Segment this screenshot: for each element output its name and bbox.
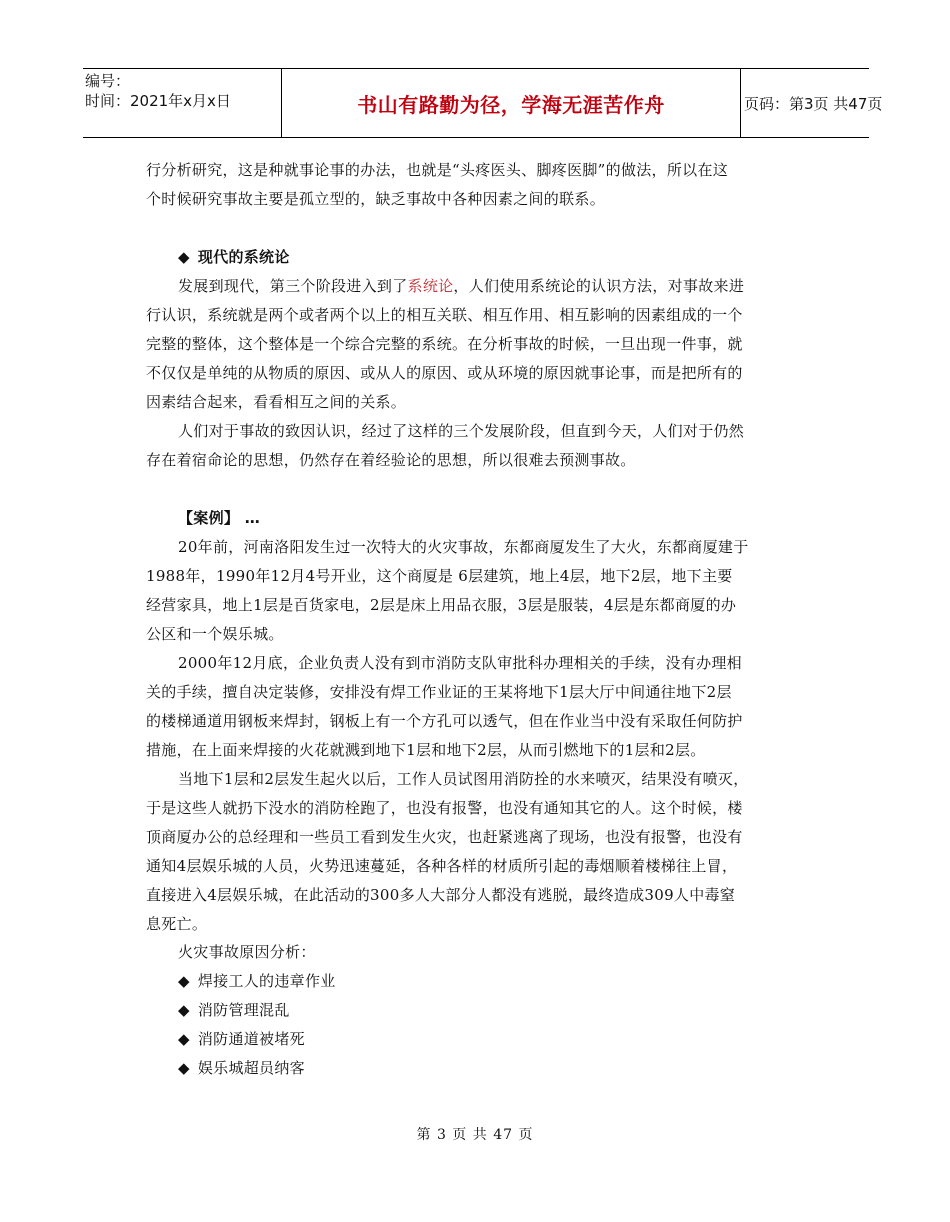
case-heading: 【案例】 …	[178, 509, 261, 527]
page-footer: 第 3 页 共 47 页	[416, 1127, 534, 1143]
text-line: 人们对于事故的致因认识，经过了这样的三个发展阶段，但直到今天，人们对于仍然	[178, 422, 745, 440]
motto: 书山有路勤为径，学海无涯苦作舟	[357, 92, 665, 117]
header-page-cell	[740, 69, 883, 137]
list-item	[178, 971, 336, 991]
text-line: 20年前，河南洛阳发生过一次特大的火灾事故，东都商厦发生了大火，东都商厦建于	[178, 538, 749, 556]
text-line: 措施，在上面来焊接的火花就溅到地下1层和地下2层，从而引燃地下的1层和2层。	[146, 741, 706, 759]
text-line: 关的手续，擅自决定装修，安排没有焊工作业证的王某将地下1层大厅中间通往地下2层	[146, 683, 732, 701]
highlight-term: 系统论	[407, 277, 454, 295]
text-line: 1988年，1990年12月4号开业，这个商厦是 6层建筑，地上4层，地下2层，地下主要	[146, 567, 733, 585]
text-line: 个时候研究事故主要是孤立型的，缺乏事故中各种因素之间的联系。	[146, 190, 606, 208]
header-motto-cell	[281, 69, 741, 137]
list-item	[178, 1029, 305, 1049]
document-header	[83, 68, 883, 138]
analysis-title: 火灾事故原因分析：	[178, 943, 316, 961]
text-line: 不仅仅是单纯的从物质的原因、或从人的原因、或从环境的原因就事论事，而是把所有的	[146, 364, 743, 382]
cause-label: 消防管理混乱	[197, 1001, 290, 1019]
text-line: 完整的整体，这个整体是一个综合完整的系统。在分析事故的时候，一旦出现一件事，就	[146, 335, 743, 353]
text-line: 经营家具，地上1层是百货家电，2层是床上用品衣服，3层是服装，4层是东都商厦的办	[146, 596, 737, 614]
text-line: 公区和一个娱乐城。	[146, 625, 284, 643]
text-line	[178, 276, 744, 296]
cause-label: 消防通道被堵死	[197, 1030, 305, 1048]
diamond-bullet-icon: ◆	[178, 1001, 190, 1019]
cause-label: 娱乐城超员纳客	[197, 1059, 305, 1077]
text-line: 2000年12月底，企业负责人没有到市消防支队审批科办理相关的手续，没有办理相	[178, 654, 742, 672]
list-item	[178, 1000, 290, 1020]
text-line: 行认识，系统就是两个或者两个以上的相互关联、相互作用、相互影响的因素组成的一个	[146, 306, 743, 324]
header-meta	[83, 69, 280, 137]
list-item	[178, 1058, 305, 1078]
section-heading	[178, 247, 290, 267]
date-label: 时间：2021年x月x日	[85, 92, 231, 110]
diamond-bullet-icon: ◆	[178, 1030, 190, 1048]
cause-label: 焊接工人的违章作业	[197, 972, 336, 990]
diamond-bullet-icon: ◆	[178, 972, 190, 990]
text-line: 息死亡。	[146, 915, 208, 933]
text-line: 因素结合起来，看看相互之间的关系。	[146, 393, 407, 411]
text-span: ，人们使用系统论的认识方法，对事故来进	[453, 277, 745, 295]
diamond-bullet-icon: ◆	[178, 248, 190, 266]
text-line: 通知4层娱乐城的人员，火势迅速蔓延，各种各样的材质所引起的毒烟顺着楼梯往上冒，	[146, 857, 738, 875]
text-line: 行分析研究，这是种就事论事的办法，也就是“头疼医头、脚疼医脚”的做法，所以在这	[146, 161, 729, 179]
section-title: 现代的系统论	[197, 248, 290, 266]
number-label: 编号：	[85, 72, 131, 90]
page-code: 页码：第3页 共47页	[744, 94, 883, 113]
diamond-bullet-icon: ◆	[178, 1059, 190, 1077]
text-span: 发展到现代，第三个阶段进入到了	[178, 277, 408, 295]
text-line: 当地下1层和2层发生起火以后，工作人员试图用消防拴的水来喷灭，结果没有喷灭，	[178, 770, 749, 788]
text-line: 于是这些人就扔下没水的消防栓跑了，也没有报警，也没有通知其它的人。这个时候，楼	[146, 799, 743, 817]
text-line: 顶商厦办公的总经理和一些员工看到发生火灾，也赶紧逃离了现场，也没有报警，也没有	[146, 828, 743, 846]
text-line: 存在着宿命论的思想，仍然存在着经验论的思想，所以很难去预测事故。	[146, 451, 636, 469]
text-line: 直接进入4层娱乐城，在此活动的300多人大部分人都没有逃脱，最终造成309人中毒窒	[146, 886, 736, 904]
text-line: 的楼梯通道用钢板来焊封，钢板上有一个方孔可以透气，但在作业当中没有采取任何防护	[146, 712, 743, 730]
